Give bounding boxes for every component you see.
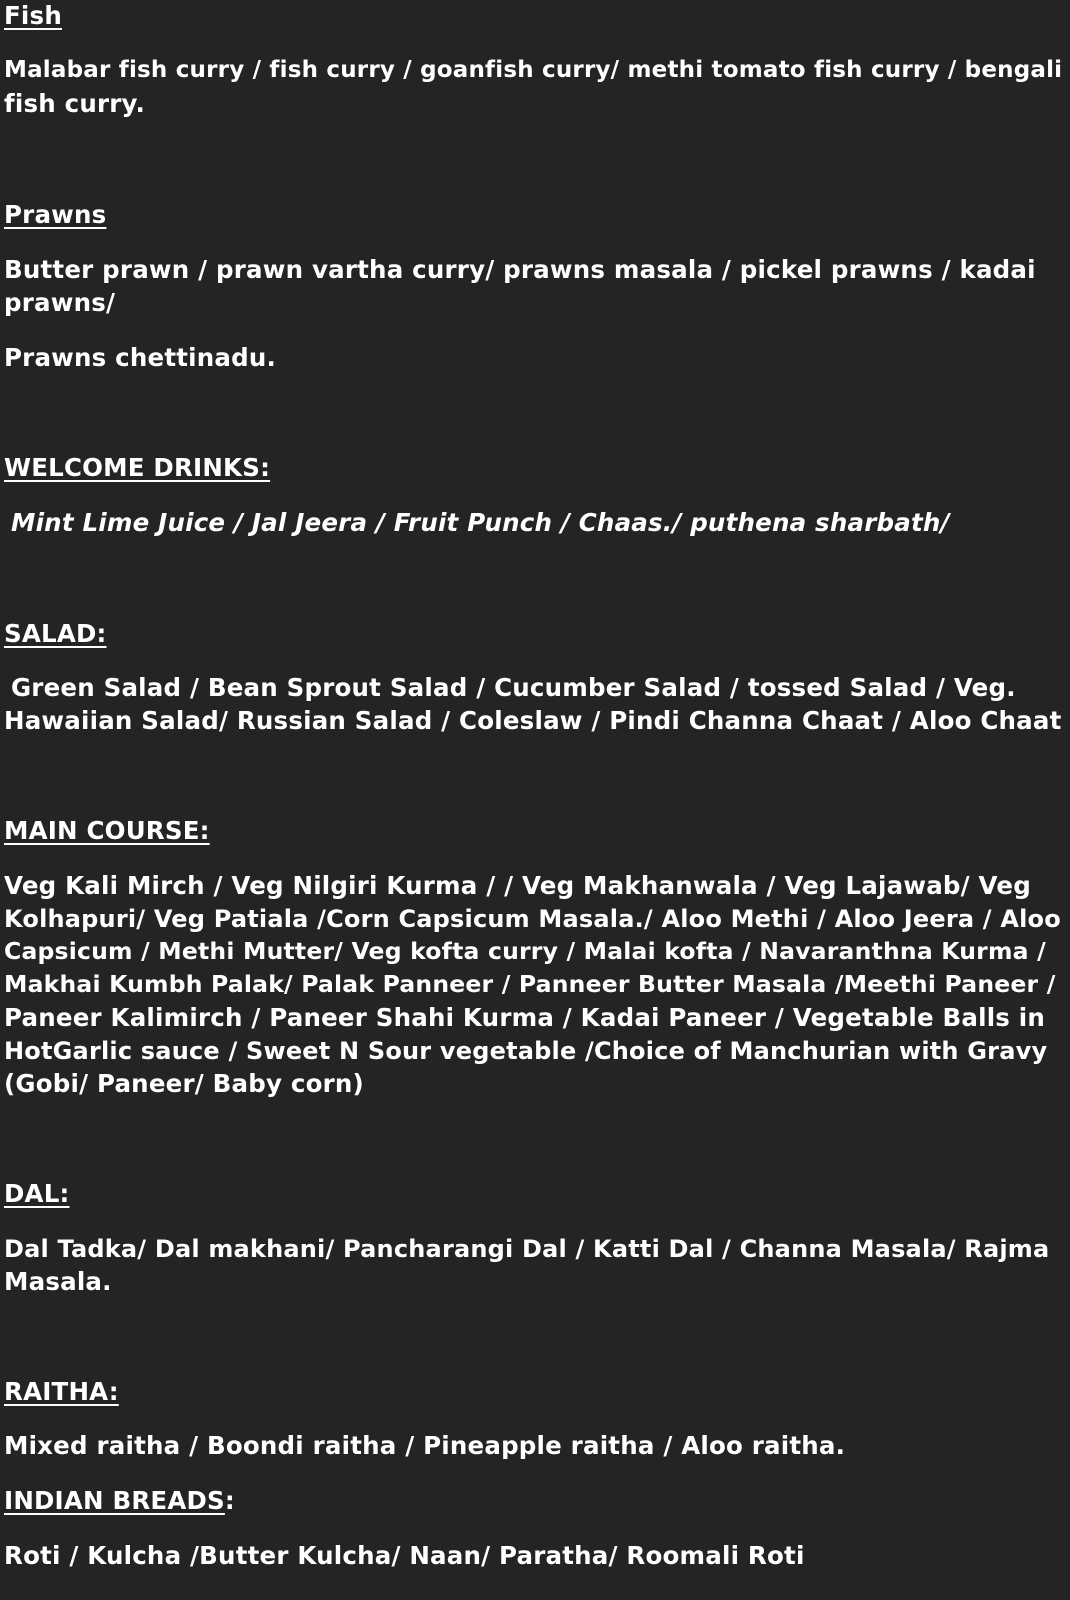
salad-line-2: Hawaiian Salad/ Russian Salad / Coleslaw / Pindi Channa Chaat / Aloo Chaat	[4, 706, 1062, 735]
raitha-line-1: Mixed raitha / Boondi raitha / Pineapple raitha / Aloo raitha.	[4, 1431, 846, 1460]
indian-breads-heading: INDIAN BREADS	[4, 1486, 225, 1515]
salad-line-1: Green Salad / Bean Sprout Salad / Cucumber Salad / tossed Salad / Veg.	[11, 673, 1016, 702]
main-course-line-6: HotGarlic sauce / Sweet N Sour vegetable /Choice of Manchurian with Gravy	[4, 1037, 1048, 1065]
main-course-heading: MAIN COURSE:	[4, 816, 210, 845]
main-course-line-7: (Gobi/ Paneer/ Baby corn)	[4, 1069, 364, 1098]
main-course-line-2: Kolhapuri/ Veg Patiala /Corn Capsicum Masala./ Aloo Methi / Aloo Jeera / Aloo	[4, 905, 1061, 933]
dal-line-2: Masala.	[4, 1267, 112, 1296]
welcome-drinks-line-1: Mint Lime Juice / Jal Jeera / Fruit Punch / Chaas./ puthena sharbath/	[11, 508, 950, 537]
main-course-line-4: Makhai Kumbh Palak/ Palak Panneer / Panneer Butter Masala /Meethi Paneer /	[4, 970, 1056, 998]
indian-breads-heading-colon: :	[224, 1486, 235, 1515]
indian-breads-line-1: Roti / Kulcha /Butter Kulcha/ Naan/ Paratha/ Roomali Roti	[4, 1541, 805, 1570]
fish-line-2: fish curry.	[4, 89, 145, 118]
prawns-line-2: prawns/	[4, 288, 116, 317]
welcome-drinks-heading: WELCOME DRINKS:	[4, 453, 271, 482]
prawns-line-1: Butter prawn / prawn vartha curry/ prawns masala / pickel prawns / kadai	[4, 255, 1036, 284]
main-course-line-1: Veg Kali Mirch / Veg Nilgiri Kurma / / Veg Makhanwala / Veg Lajawab/ Veg	[4, 871, 1031, 900]
raitha-heading: RAITHA:	[4, 1377, 119, 1406]
prawns-heading: Prawns	[4, 200, 107, 229]
dal-heading: DAL:	[4, 1179, 70, 1208]
main-course-line-5: Paneer Kalimirch / Paneer Shahi Kurma / Kadai Paneer / Vegetable Balls in	[4, 1003, 1046, 1032]
salad-heading: SALAD:	[4, 619, 107, 648]
prawns-line-3: Prawns chettinadu.	[4, 343, 277, 372]
main-course-line-3: Capsicum / Methi Mutter/ Veg kofta curry / Malai kofta / Navaranthna Kurma /	[4, 937, 1046, 965]
fish-heading: Fish	[4, 1, 62, 30]
indian-breads-heading-row	[4, 1486, 235, 1515]
dal-line-1: Dal Tadka/ Dal makhani/ Pancharangi Dal / Katti Dal / Channa Masala/ Rajma	[4, 1235, 1050, 1263]
fish-line-1: Malabar fish curry / fish curry / goanfish curry/ methi tomato fish curry / bengali	[4, 57, 1063, 83]
